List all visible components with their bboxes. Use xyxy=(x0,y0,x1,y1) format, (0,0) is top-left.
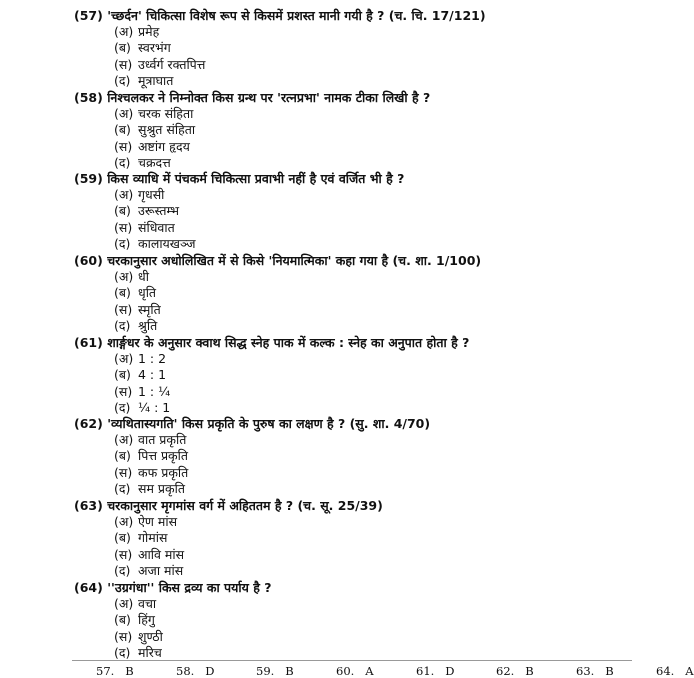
option-item xyxy=(114,530,383,546)
option-label: (ब) xyxy=(114,285,131,301)
answer-key-item xyxy=(496,664,534,678)
option-text: 1 : 2 xyxy=(138,351,167,366)
option-label: (द) xyxy=(114,155,131,171)
option-label: (द) xyxy=(114,645,131,661)
option-text: कफ प्रकृति xyxy=(138,464,189,480)
question-text: 'च्छर्दन' चिकित्सा विशेष रूप से किसमें प्रशस्त मानी गयी है ? (च. चि. 17/121) xyxy=(107,8,486,23)
answer-key-item xyxy=(176,664,215,678)
option-item xyxy=(114,73,486,89)
answer-key-number: 63. xyxy=(576,664,595,678)
option-list xyxy=(114,187,404,253)
option-text: ऐण मांस xyxy=(138,514,178,529)
option-item xyxy=(114,155,430,171)
question-text: ''उग्रगंधा'' किस द्रव्य का पर्याय है ? xyxy=(107,580,272,595)
option-label: (स) xyxy=(114,138,133,154)
option-label: (द) xyxy=(114,318,131,334)
option-item xyxy=(114,122,430,138)
option-text: वात प्रकृति xyxy=(138,432,187,447)
question-number: (64) xyxy=(74,580,103,595)
option-item xyxy=(114,547,383,563)
option-item xyxy=(114,285,481,301)
option-text: वचा xyxy=(138,596,157,611)
question-number: (61) xyxy=(74,335,103,350)
question-number: (57) xyxy=(74,8,103,23)
answer-key-number: 64. xyxy=(656,664,675,678)
option-label: (द) xyxy=(114,481,131,497)
option-list xyxy=(114,351,469,417)
option-item xyxy=(114,318,481,334)
option-label: (अ) xyxy=(114,596,134,611)
question-text: शार्ङ्गधर के अनुसार क्वाथ सिद्ध स्नेह पाक में कल्क : स्नेह का अनुपात होता है ? xyxy=(107,335,470,350)
answer-key-number: 60. xyxy=(336,664,355,678)
option-label: (अ) xyxy=(114,514,134,529)
option-list xyxy=(114,432,430,498)
option-text: मूत्राघात xyxy=(138,73,174,89)
option-label: (स) xyxy=(114,219,133,235)
option-label: (ब) xyxy=(114,530,131,546)
option-item xyxy=(114,139,430,155)
option-text: 1 : ¼ xyxy=(138,383,171,399)
option-list xyxy=(114,106,430,172)
answer-key-number: 61. xyxy=(416,664,435,678)
question-line xyxy=(74,498,383,514)
option-text: चरक संहिता xyxy=(138,106,194,121)
option-item xyxy=(114,563,383,579)
answer-key-item xyxy=(256,664,294,678)
question-block xyxy=(74,416,430,498)
option-label: (द) xyxy=(114,563,131,579)
option-label: (द) xyxy=(114,400,131,416)
answer-key-answer: A xyxy=(685,664,694,678)
answer-key-answer: D xyxy=(445,664,455,678)
option-text: कालायखञ्ज xyxy=(138,236,196,252)
option-item xyxy=(114,367,469,383)
option-text: उरूस्तम्भ xyxy=(138,203,180,219)
option-text: श्रुति xyxy=(138,318,158,334)
question-line xyxy=(74,580,271,596)
option-list xyxy=(114,596,271,662)
answer-key-item xyxy=(416,664,455,678)
option-text: आवि मांस xyxy=(138,546,185,562)
option-text: धृति xyxy=(138,285,157,301)
option-label: (ब) xyxy=(114,203,131,219)
answer-key xyxy=(96,664,694,678)
answer-key-item xyxy=(656,664,694,678)
option-item xyxy=(114,514,383,530)
option-item xyxy=(114,203,404,219)
answer-key-answer: D xyxy=(205,664,215,678)
option-label: (ब) xyxy=(114,40,131,56)
option-item xyxy=(114,24,486,40)
question-line xyxy=(74,8,486,24)
option-list xyxy=(114,514,383,580)
option-item xyxy=(114,629,271,645)
option-label: (स) xyxy=(114,628,133,644)
answer-key-answer: B xyxy=(285,664,294,678)
answer-key-answer: B xyxy=(525,664,534,678)
option-label: (द) xyxy=(114,236,131,252)
option-text: मरिच xyxy=(138,645,162,661)
option-text: पित्त प्रकृति xyxy=(138,448,189,464)
question-number: (62) xyxy=(74,416,103,431)
question-text: निश्चलकर ने निम्नोक्त किस ग्रन्थ पर 'रत्नप्रभा' नामक टीका लिखी है ? xyxy=(107,90,431,105)
answer-key-item xyxy=(336,664,374,678)
option-label: (स) xyxy=(114,383,133,399)
question-block xyxy=(74,171,404,253)
question-number: (58) xyxy=(74,90,103,105)
question-text: चरकानुसार मृगमांस वर्ग में अहिततम है ? (च. सू. 25/39) xyxy=(107,498,383,513)
option-item xyxy=(114,596,271,612)
question-line xyxy=(74,253,481,269)
question-line xyxy=(74,335,469,351)
answer-key-number: 58. xyxy=(176,664,195,678)
option-label: (ब) xyxy=(114,448,131,464)
option-text: हिंगु xyxy=(138,612,155,628)
option-label: (स) xyxy=(114,301,133,317)
question-block xyxy=(74,580,271,662)
option-item xyxy=(114,269,481,285)
option-text: 4 : 1 xyxy=(138,367,167,383)
option-text: स्मृति xyxy=(138,301,161,317)
option-item xyxy=(114,187,404,203)
option-text: धी xyxy=(138,269,149,284)
question-text: किस व्याधि में पंचकर्म चिकित्सा प्रवाभी नहीं है एवं वर्जित भी है ? xyxy=(107,171,405,186)
answer-key-divider xyxy=(72,660,632,661)
option-text: गृधसी xyxy=(138,187,165,202)
option-label: (स) xyxy=(114,546,133,562)
question-block xyxy=(74,90,430,172)
question-number: (59) xyxy=(74,171,103,186)
option-label: (ब) xyxy=(114,367,131,383)
question-block xyxy=(74,8,486,90)
question-block xyxy=(74,253,481,335)
option-label: (अ) xyxy=(114,351,134,366)
option-item xyxy=(114,465,430,481)
option-label: (अ) xyxy=(114,187,134,202)
question-block xyxy=(74,498,383,580)
option-label: (अ) xyxy=(114,432,134,447)
option-item xyxy=(114,220,404,236)
option-list xyxy=(114,269,481,335)
question-text: चरकानुसार अधोलिखित में से किसे 'नियमात्मिका' कहा गया है (च. शा. 1/100) xyxy=(107,253,482,268)
question-number: (63) xyxy=(74,498,103,513)
option-text: सम प्रकृति xyxy=(138,481,185,497)
option-item xyxy=(114,40,486,56)
option-list xyxy=(114,24,486,90)
option-text: चक्रदत्त xyxy=(138,155,171,171)
option-text: गोमांस xyxy=(138,530,168,546)
option-item xyxy=(114,106,430,122)
option-item xyxy=(114,612,271,628)
option-text: सुश्रुत संहिता xyxy=(138,122,196,138)
option-label: (अ) xyxy=(114,269,134,284)
answer-key-number: 59. xyxy=(256,664,275,678)
question-number: (60) xyxy=(74,253,103,268)
answer-key-item xyxy=(576,664,614,678)
option-label: (ब) xyxy=(114,122,131,138)
option-label: (स) xyxy=(114,56,133,72)
question-line xyxy=(74,171,404,187)
option-text: उर्ध्वर्ग रक्तपित्त xyxy=(138,56,206,72)
answer-key-answer: A xyxy=(365,664,374,678)
option-label: (ब) xyxy=(114,612,131,628)
option-label: (अ) xyxy=(114,24,134,39)
answer-key-answer: B xyxy=(605,664,614,678)
option-text: अजा मांस xyxy=(138,563,184,579)
option-label: (स) xyxy=(114,464,133,480)
option-text: शुण्ठी xyxy=(138,628,163,644)
option-text: संधिवात xyxy=(138,219,175,235)
option-item xyxy=(114,448,430,464)
answer-key-number: 62. xyxy=(496,664,515,678)
option-text: ¼ : 1 xyxy=(138,400,171,416)
option-label: (द) xyxy=(114,73,131,89)
option-item xyxy=(114,384,469,400)
option-item xyxy=(114,302,481,318)
question-block xyxy=(74,335,469,417)
option-item xyxy=(114,432,430,448)
option-item xyxy=(114,400,469,416)
option-item xyxy=(114,236,404,252)
option-label: (अ) xyxy=(114,106,134,121)
option-item xyxy=(114,57,486,73)
question-text: 'व्यथितास्यगति' किस प्रकृति के पुरुष का लक्षण है ? (सु. शा. 4/70) xyxy=(107,416,431,431)
answer-key-number: 57. xyxy=(96,664,115,678)
answer-key-answer: B xyxy=(125,664,134,678)
option-item xyxy=(114,481,430,497)
answer-key-item xyxy=(96,664,134,678)
question-line xyxy=(74,416,430,432)
question-line xyxy=(74,90,430,106)
option-text: प्रमेह xyxy=(138,24,160,39)
option-text: अष्टांग हृदय xyxy=(138,138,190,154)
option-text: स्वरभंग xyxy=(138,40,171,56)
option-item xyxy=(114,351,469,367)
